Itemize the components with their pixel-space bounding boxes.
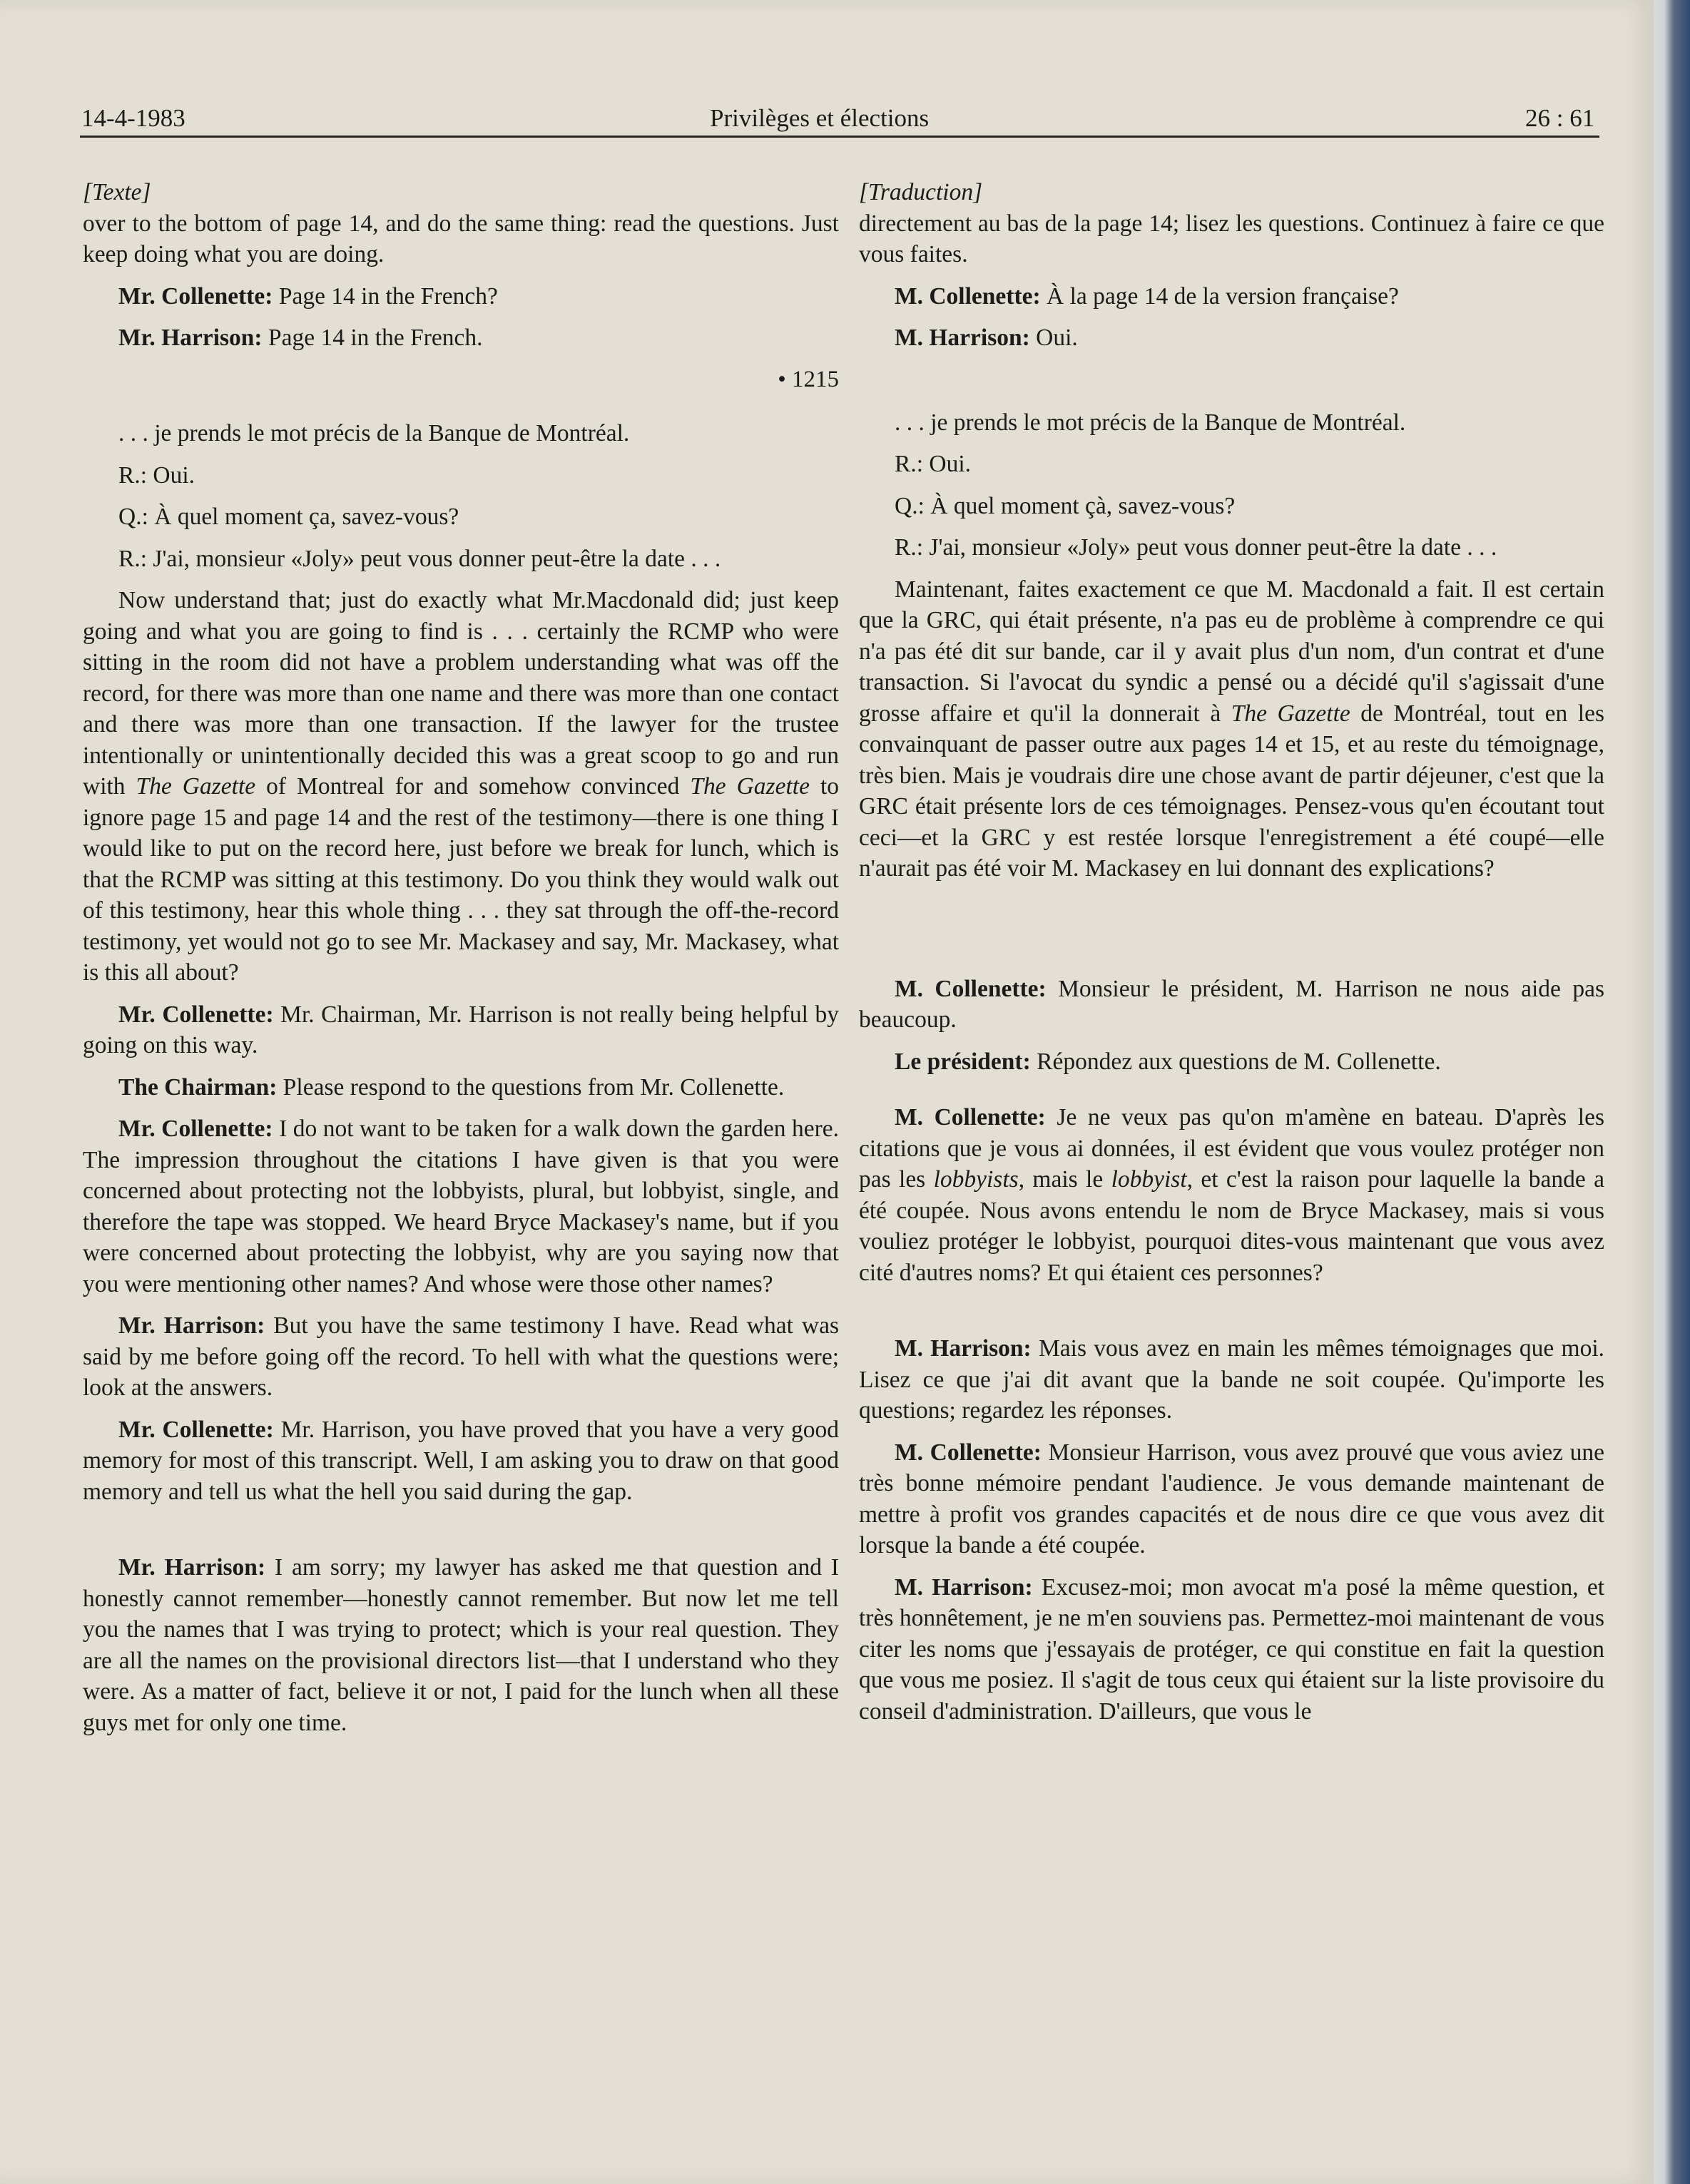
paragraph (83, 999, 839, 1061)
paragraph (83, 1113, 839, 1300)
paragraph: . . . je prends le mot précis de la Banque de Montréal. (895, 409, 1406, 436)
italic-title: The Gazette (690, 773, 810, 800)
speaker: Le président: (895, 1048, 1031, 1075)
spacer (83, 1518, 839, 1552)
paragraph (859, 1572, 1604, 1728)
paragraph (83, 1552, 839, 1738)
speaker: Mr. Harrison: (118, 325, 263, 351)
column-label: [Traduction] (859, 179, 983, 205)
paragraph (859, 281, 1604, 312)
speech: Mr. Chairman, Mr. Harrison is not really being helpful by going on this way. (83, 1001, 839, 1058)
speaker: M. Collenette: (895, 1439, 1042, 1466)
italic-title: The Gazette (1231, 700, 1350, 727)
speaker: M. Collenette: (895, 1104, 1046, 1131)
speech: But you have the same testimony I have. Read what was said by me before going off the record. To hell with what the questions were; look at the answers. (83, 1312, 839, 1401)
speaker: Mr. Harrison: (118, 1312, 265, 1339)
paragraph (859, 1046, 1604, 1078)
paragraph: R.: Oui. (118, 461, 195, 489)
spacer (859, 1088, 1604, 1102)
text-run: , et c'est la raison pour laquelle la bande a été coupée. Nous avons entendu le nom de Bryce Mackasey, mais si vous vouliez protéger le lobbyist, pourquoi dites-vous maintenant que vous avez cité d'autres noms? Et qui étaient ces personnes? (859, 1166, 1604, 1286)
french-column (859, 177, 1604, 1737)
spacer (859, 364, 1604, 407)
speaker: M. Collenette: (895, 975, 1047, 1002)
speaker: Mr. Harrison: (118, 1554, 266, 1581)
paragraph: . . . je prends le mot précis de la Banque de Montréal. (118, 420, 630, 447)
speech: Oui. (1029, 325, 1078, 351)
speaker: M. Harrison: (895, 325, 1030, 351)
paragraph: R.: Oui. (895, 451, 972, 477)
paragraph (83, 322, 839, 354)
text-run: , mais le (1018, 1166, 1111, 1193)
italic-title: The Gazette (136, 773, 256, 800)
text-run: de Montréal, tout en les convainquant de passer outre aux pages 14 et 15, et au reste du témoignage, très bien. Mais je voudrais dire une chose avant de partir déjeuner, c'est que la GRC était présente lors de ces témoignages. Pensez-vous qu'en écoutant tout ceci—et la GRC y est restée lorsque l'enregistrement a été coupé—elle n'aurait pas été voir M. Mackasey en lui donnant des explications? (859, 700, 1604, 882)
paragraph: R.: J'ai, monsieur «Joly» peut vous donner peut-être la date . . . (895, 534, 1497, 561)
spacer (859, 1299, 1604, 1333)
paragraph: R.: J'ai, monsieur «Joly» peut vous donner peut-être la date . . . (118, 545, 721, 572)
speech: Répondez aux questions de M. Collenette. (1030, 1048, 1441, 1075)
paragraph (859, 574, 1604, 884)
english-column (83, 177, 839, 1749)
speech: I do not want to be taken for a walk down the garden here. The impression throughout the citations I have given is that you were concerned about protecting not the lobbyists, plural, but lobbyist, single, and therefore the tape was stopped. We heard Bryce Mackasey's name, but if you were concerned about protecting the lobbyist, why are you saying now that you were mentioning other names? And whose were those other names? (83, 1116, 839, 1297)
paragraph (859, 322, 1604, 354)
speech: Monsieur Harrison, vous avez prouvé que vous aviez une très bonne mémoire pendant l'audience. Je vous demande maintenant de mettre à profit vos grandes capacités et de nous dire ce que vous avez dit lorsque la bande a été coupée. (859, 1439, 1604, 1558)
speech: Excusez-moi; mon avocat m'a posé la même question, et très honnêtement, je ne m'en souviens pas. Permettez-moi maintenant de vous citer les noms que j'essayais de protéger, ce qui constitue en fait la question que vous me posiez. Il s'agit de tous ceux qui étaient sur la liste provisoire du conseil d'administration. D'ailleurs, que vous le (859, 1573, 1605, 1725)
binding-edge (1654, 0, 1690, 2184)
speaker: Mr. Collenette: (118, 1001, 274, 1028)
text-run: of Montreal for and somehow convinced (255, 773, 691, 800)
speaker: M. Collenette: (895, 282, 1041, 310)
speaker: The Chairman: (118, 1073, 278, 1101)
speech: Monsieur le président, M. Harrison ne nous aide pas beaucoup. (859, 975, 1604, 1033)
text-run: to ignore page 15 and page 14 and the rest of the testimony—there is one thing I would like to put on the record here, just before we break for lunch, which is that the RCMP was sitting at this testimony. Do you think they would walk out of this testimony, hear this whole thing . . . they sat through the off-the-record testimony, yet would not go to see Mr. Mackasey and say, Mr. Mackasey, what is this all about? (83, 773, 840, 986)
text-run: Je ne veux pas qu'on m'amène en bateau. D'après les citations que je vous ai données, il est évident que vous voulez protéger non pas les (859, 1104, 1604, 1193)
column-label: [Texte] (83, 179, 151, 205)
header-rule (80, 136, 1599, 138)
text-run: Now understand that; just do exactly what Mr.Macdonald did; just keep going and what you are going to find is . . . certainly the RCMP who were sitting in the room did not have a problem understanding what was off the record, for there was more than one name and there was more than one contact and there was more than one transaction. If the lawyer for the trustee intentionally or unintentionally decided this was a great scoop to go and run with (83, 587, 839, 800)
speech: Mr. Harrison, you have proved that you have a very good memory for most of this transcript. Well, I am asking you to draw on that good memory and tell us what the hell you said during the gap. (83, 1416, 839, 1505)
spacer (859, 895, 1604, 974)
speaker: M. Harrison: (895, 1573, 1033, 1601)
paragraph: over to the bottom of page 14, and do the same thing: read the questions. Just keep doing what you are doing. (83, 210, 839, 267)
paragraph (83, 1414, 839, 1508)
paragraph (859, 1333, 1604, 1427)
speech: Please respond to the questions from Mr. Collenette. (277, 1073, 785, 1101)
paragraph (859, 974, 1604, 1036)
italic-term: lobbyist (1111, 1166, 1187, 1193)
text-run: Maintenant, faites exactement ce que M. Macdonald a fait. Il est certain que la GRC, qui était présente, n'a pas eu de problème à comprendre ce qui n'a pas été dit sur bande, car il y avait plus d'un nom, d'un contrat et d'une transaction. Si l'avocat du syndic a pensé ou a décidé qu'il s'agissait d'une grosse affaire et qu'il la donnerait à (859, 576, 1604, 727)
speech: Mais vous avez en main les mêmes témoignages que moi. Lisez ce que j'ai dit avant que la bande ne soit coupée. Qu'importe les questions; regardez les réponses. (859, 1335, 1604, 1424)
speaker: Mr. Collenette: (118, 1416, 274, 1443)
header-title: Privilèges et élections (710, 104, 930, 132)
speech: Page 14 in the French? (273, 282, 498, 310)
paragraph (83, 1310, 839, 1404)
paragraph: Q.: À quel moment çà, savez-vous? (895, 492, 1236, 519)
paragraph: Q.: À quel moment ça, savez-vous? (118, 504, 459, 530)
paragraph (859, 1102, 1604, 1288)
paragraph (83, 585, 839, 989)
paragraph (859, 1437, 1604, 1561)
speech: À la page 14 de la version française? (1040, 282, 1399, 310)
speaker: Mr. Collenette: (118, 282, 273, 310)
italic-term: lobbyists (933, 1166, 1019, 1193)
speech: I am sorry; my lawyer has asked me that question and I honestly cannot remember—honestly cannot remember. But now let me tell you the names that I was trying to protect; which is your real question. They are all the names on the provisional directors list—that I understand who they were. As a matter of fact, believe it or not, I paid for the lunch when all these guys met for only one time. (83, 1554, 840, 1736)
speech: Page 14 in the French. (262, 325, 483, 351)
header-page-number: 26 : 61 (1525, 104, 1595, 132)
header-date: 14-4-1983 (81, 104, 185, 132)
paragraph (83, 281, 839, 312)
speaker: Mr. Collenette: (118, 1116, 273, 1142)
paragraph: directement au bas de la page 14; lisez les questions. Continuez à faire ce que vous faites. (859, 210, 1604, 267)
speaker: M. Harrison: (895, 1335, 1032, 1362)
time-marker: • 1215 (778, 366, 839, 392)
paragraph (83, 1072, 839, 1103)
